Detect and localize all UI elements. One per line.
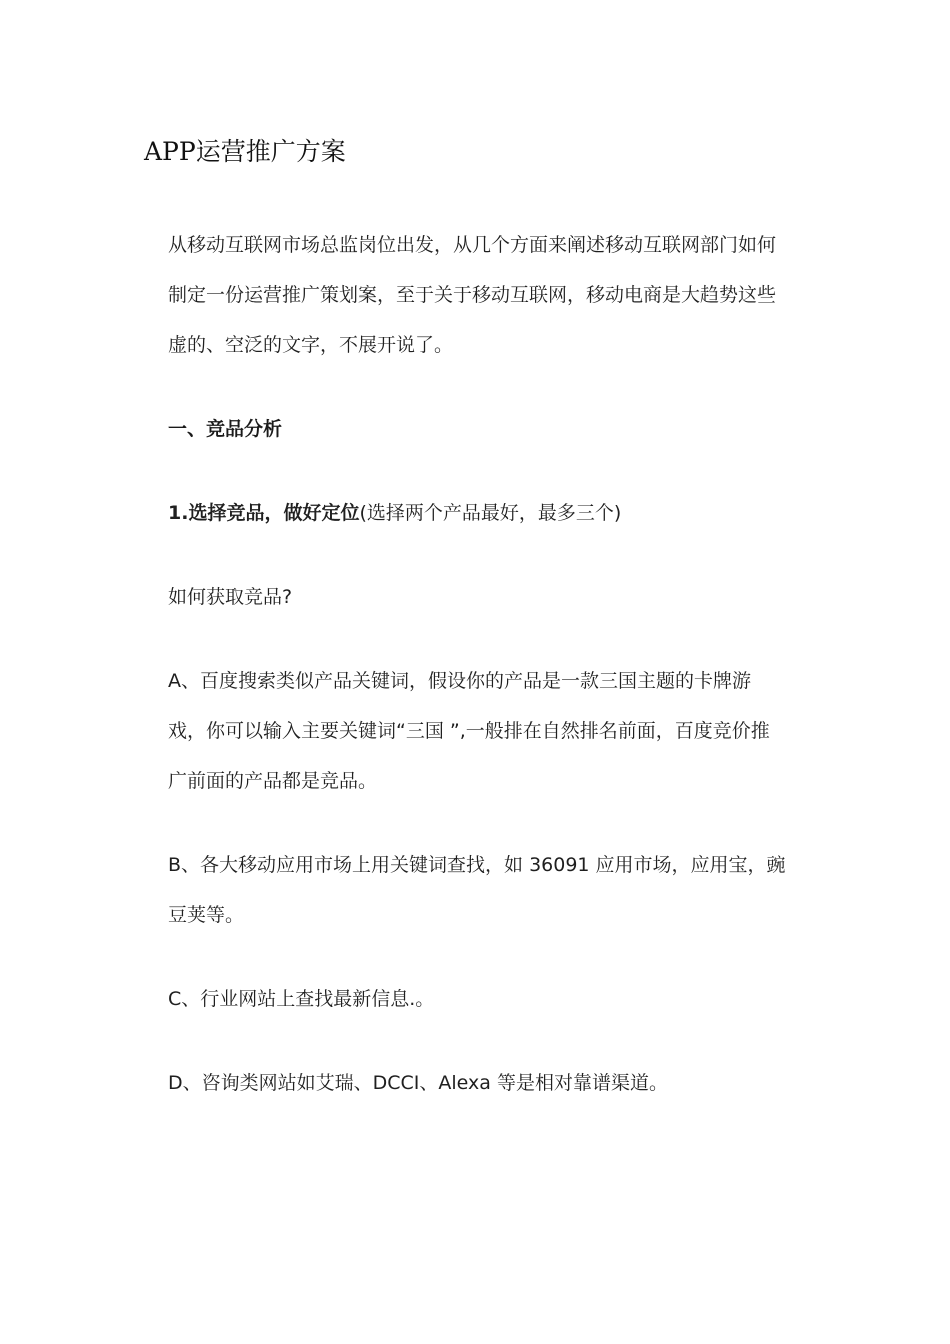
list-item-b: B、各大移动应用市场上用关键词查找，如 36091 应用市场，应用宝，豌豆荚等。: [168, 854, 786, 926]
list-item-d: D、咨询类网站如艾瑞、DCCI、Alexa 等是相对靠谱渠道。: [168, 1072, 668, 1094]
intro-paragraph: 从移动互联网市场总监岗位出发，从几个方面来阐述移动互联网部门如何制定一份运营推广策划案，至于关于移动互联网，移动电商是大趋势这些虚的、空泛的文字，不展开说了。: [168, 234, 777, 356]
document-body: [168, 220, 788, 1142]
list-item-a: A、百度搜索类似产品关键词，假设你的产品是一款三国主题的卡牌游戏，你可以输入主要关键词“三国 ”,一般排在自然排名前面，百度竞价推广前面的产品都是竞品。: [168, 670, 770, 792]
subsection-heading: [168, 488, 788, 538]
document-title: APP运营推广方案: [144, 137, 346, 166]
question-paragraph: 如何获取竞品?: [168, 586, 293, 608]
subsection-heading-note: (选择两个产品最好，最多三个): [359, 502, 622, 524]
section-heading-competitor-analysis: 一、竞品分析: [168, 418, 283, 440]
list-item-c: C、行业网站上查找最新信息.。: [168, 988, 435, 1010]
subsection-heading-bold: 1.选择竞品，做好定位: [168, 502, 360, 524]
